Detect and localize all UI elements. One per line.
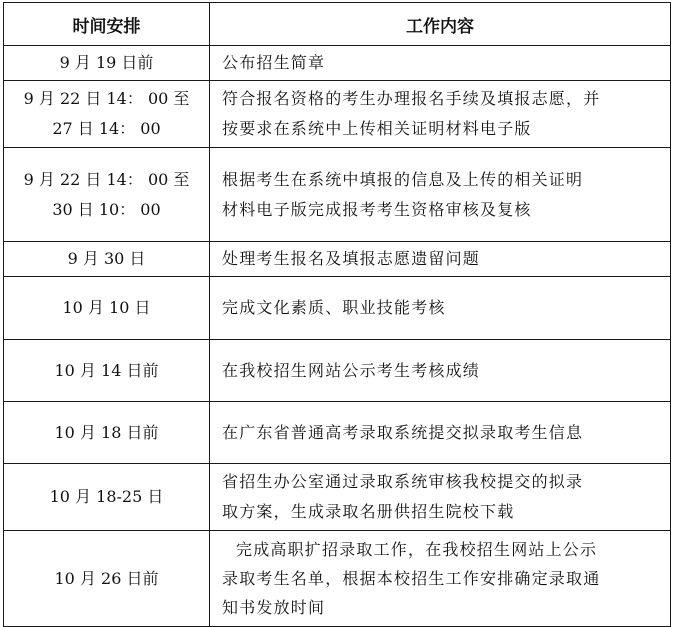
table-row [4,531,671,627]
content-text: 录取考生名单，根据本校招生工作安排确定录取通 [222,569,601,588]
time-cell [4,148,210,242]
content-text: 知书发放时间 [222,598,326,617]
time-cell [4,242,210,277]
time-text: 27 日 14： 00 [52,119,161,138]
time-text: 10 月 18-25 日 [49,487,164,506]
time-text: 9 月 22 日 14： 00 至 [23,169,190,189]
content-cell [210,402,671,464]
content-cell [210,464,671,531]
content-text: 根据考生在系统中填报的信息及上传的相关证明 [222,169,584,189]
time-cell [4,464,210,531]
content-text: 公布招生简章 [222,53,326,72]
time-cell [4,402,210,464]
time-cell [4,340,210,402]
content-text: 符合报名资格的考生办理报名手续及填报志愿，并 [222,89,601,108]
content-cell [210,277,671,340]
time-text: 10 月 26 日前 [54,568,159,588]
time-text: 10 月 18 日前 [54,422,159,442]
time-text: 10 月 14 日前 [54,360,159,380]
content-text: 处理考生报名及填报志愿遗留问题 [222,249,481,268]
table-row [4,340,671,402]
time-text: 9 月 19 日前 [59,53,154,72]
content-cell [210,81,671,148]
schedule-sheet [3,2,670,619]
time-cell [4,46,210,81]
schedule-table [3,2,671,627]
header-time: 时间安排 [4,3,210,46]
table-row [4,464,671,531]
content-text: 省招生办公室通过录取系统审核我校提交的拟录 [222,472,584,491]
content-text: 完成高职扩招录取工作，在我校招生网站上公示 [236,540,598,559]
table-row [4,46,671,81]
time-cell [4,531,210,627]
content-cell [210,46,671,81]
header-row [4,3,671,46]
content-text: 材料电子版完成报考考生资格审核及复核 [222,199,532,219]
time-cell [4,81,210,148]
content-text: 按要求在系统中上传相关证明材料电子版 [222,119,532,138]
content-text: 取方案，生成录取名册供招生院校下载 [222,502,515,521]
table-row [4,402,671,464]
content-cell [210,148,671,242]
time-text: 10 月 10 日 [62,298,151,317]
table-row [4,277,671,340]
content-text: 在我校招生网站公示考生考核成绩 [222,360,481,380]
time-text: 9 月 22 日 14： 00 至 [23,89,190,108]
table-row [4,148,671,242]
content-cell [210,531,671,627]
content-text: 在广东省普通高考录取系统提交拟录取考生信息 [222,422,584,442]
time-cell [4,277,210,340]
header-content: 工作内容 [210,3,671,46]
content-cell [210,340,671,402]
time-text: 30 日 10： 00 [52,199,161,219]
table-row [4,242,671,277]
content-text: 完成文化素质、职业技能考核 [222,298,446,317]
time-text: 9 月 30 日 [67,249,146,268]
table-row [4,81,671,148]
content-cell [210,242,671,277]
